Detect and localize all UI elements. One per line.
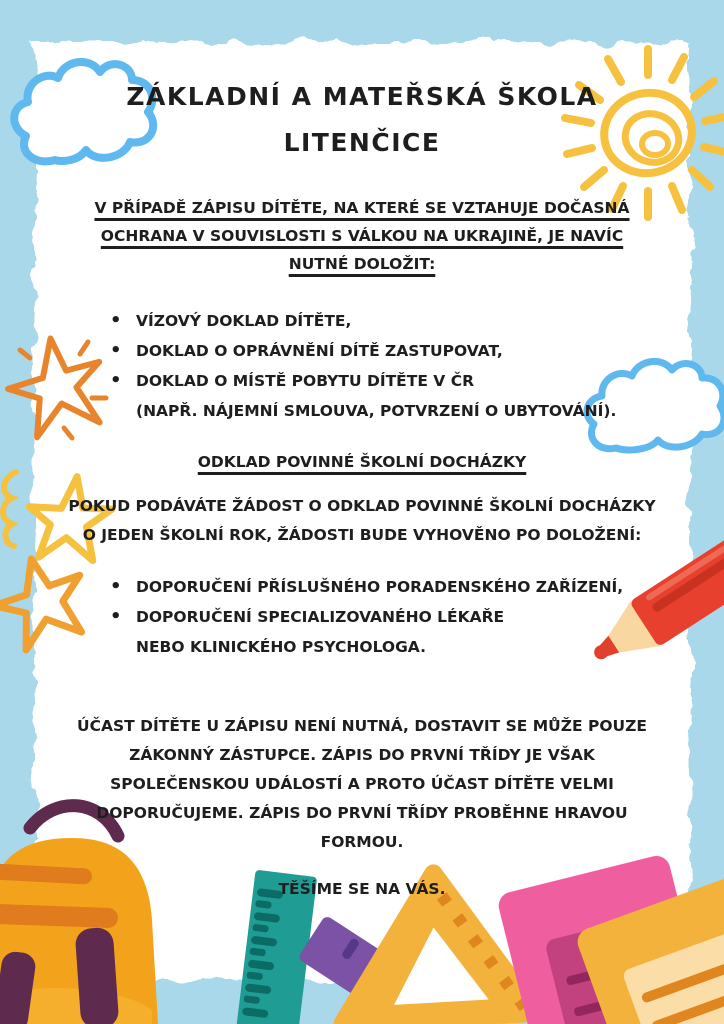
title-line2: LITENČICE — [283, 128, 441, 157]
closing-paragraph: ÚČAST DÍTĚTE U ZÁPISU NENÍ NUTNÁ, DOSTAVIT SE MŮŽE POUZE ZÁKONNÝ ZÁSTUPCE. ZÁPIS DO PRVNÍ TŘÍDY JE VŠAK SPOLEČENSKOU UDÁLOSTÍ A PROTO ÚČAST DÍTĚTE VELMI DOPORUČUJEME. ZÁPIS DO PRVNÍ TŘÍDY PROBĚHNE HRAVOU FORMOU. — [77, 717, 647, 851]
bullet-text-line2: (NAPŘ. NÁJEMNÍ SMLOUVA, POTVRZENÍ O UBYTOVÁNÍ). — [136, 402, 617, 420]
bullet-text: VÍZOVÝ DOKLAD DÍTĚTE, — [136, 312, 352, 330]
ukraine-bullet-list — [110, 306, 672, 426]
bullet-text: DOKLAD O OPRÁVNĚNÍ DÍTĚ ZASTUPOVAT, — [136, 342, 503, 360]
bullet-dot — [110, 306, 136, 336]
bullet-dot — [110, 366, 136, 396]
bullet-dot — [110, 602, 136, 632]
page-title — [52, 74, 672, 166]
deferral-bullet-list — [110, 572, 672, 662]
list-item — [110, 306, 672, 336]
list-item — [110, 336, 672, 366]
bullet-text: DOKLAD O MÍSTĚ POBYTU DÍTĚTE V ČR — [136, 372, 475, 390]
bullet-text: DOPORUČENÍ SPECIALIZOVANÉHO LÉKAŘE — [136, 608, 505, 626]
farewell-text: TĚŠÍME SE NA VÁS. — [278, 880, 446, 898]
deferral-heading: ODKLAD POVINNÉ ŠKOLNÍ DOCHÁZKY — [197, 453, 527, 471]
bullet-text-line2: NEBO KLINICKÉHO PSYCHOLOGA. — [136, 638, 426, 656]
deferral-intro: POKUD PODÁVÁTE ŽÁDOST O ODKLAD POVINNÉ ŠKOLNÍ DOCHÁZKY O JEDEN ŠKOLNÍ ROK, ŽÁDOSTI BUDE VYHOVĚNO PO DOLOŽENÍ: — [68, 497, 656, 544]
bullet-dot — [110, 572, 136, 602]
bullet-dot — [110, 336, 136, 366]
list-item — [110, 572, 672, 602]
list-item — [110, 366, 672, 426]
list-item — [110, 602, 672, 662]
title-line1: ZÁKLADNÍ A MATEŘSKÁ ŠKOLA — [126, 82, 598, 111]
bullet-text: DOPORUČENÍ PŘÍSLUŠNÉHO PORADENSKÉHO ZAŘÍZENÍ, — [136, 578, 624, 596]
ukraine-heading: V PŘÍPADĚ ZÁPISU DÍTĚTE, NA KTERÉ SE VZTAHUJE DOČASNÁ OCHRANA V SOUVISLOSTI S VÁLKOU NA UKRAJINĚ, JE NAVÍC NUTNÉ DOLOŽIT: — [94, 199, 630, 273]
